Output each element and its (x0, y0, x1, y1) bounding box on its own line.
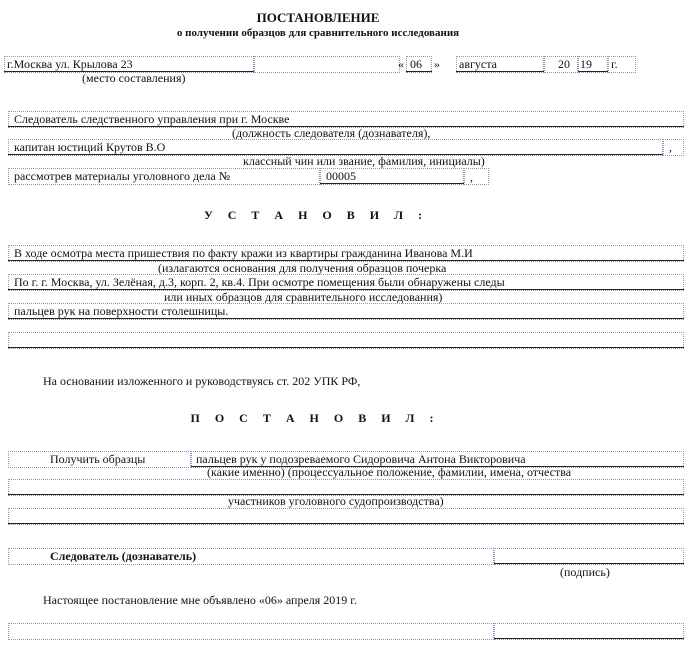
place-value: г.Москва ул. Крылова 23 (7, 57, 133, 71)
obtain-caption2: участников уголовного судопроизводства) (228, 494, 444, 508)
case-prefix: рассмотрев материалы уголовного дела № (14, 169, 231, 183)
basis-line4-underline (8, 332, 684, 348)
obtain-line2-underline (8, 479, 684, 495)
rank-caption: классный чин или звание, фамилия, инициалы) (243, 154, 485, 168)
date-year: 19 (580, 57, 592, 71)
announcement-text: Настоящее постановление мне объявлено «06» апреля 2019 г. (43, 593, 357, 607)
document-subtitle: о получении образцов для сравнительного исследования (176, 27, 460, 39)
acknowledgement-signature-underline (494, 623, 684, 639)
resolved-heading: П О С Т А Н О В И Л : (190, 411, 440, 425)
legal-basis-text: На основании изложенного и руководствуясь ст. 202 УПК РФ, (43, 374, 361, 388)
investigator-unit: Следователь следственного управления при г. Москве (14, 112, 290, 126)
signature-underline (494, 548, 684, 564)
date-suffix: г. (611, 57, 618, 71)
case-comma: , (470, 170, 473, 184)
signature-caption: (подпись) (560, 565, 610, 579)
place-filler (254, 56, 400, 73)
signer-label: Следователь (дознаватель) (50, 549, 197, 563)
date-close-quote: » (434, 57, 440, 71)
date-day: 06 (410, 57, 422, 71)
case-number: 00005 (326, 169, 356, 183)
obtain-value: пальцев рук у подозреваемого Сидоровича Антона Викторовича (196, 452, 526, 466)
basis-line3: пальцев рук на поверхности столешницы. (14, 304, 229, 318)
document-title: ПОСТАНОВЛЕНИЕ (256, 10, 380, 25)
investigator-rank-name: капитан юстиций Крутов В.О (14, 140, 166, 154)
basis-caption1: (излагаются основания для получения образцов почерка (158, 261, 447, 275)
date-month: августа (459, 57, 497, 71)
basis-caption2: или иных образцов для сравнительного исследования) (164, 290, 443, 304)
obtain-label: Получить образцы (50, 452, 146, 466)
obtain-line3-underline (8, 508, 684, 524)
rank-comma: , (669, 140, 672, 154)
acknowledgement-name-field[interactable] (8, 623, 494, 640)
place-caption: (место составления) (82, 71, 186, 85)
investigator-unit-caption: (должность следователя (дознавателя), (232, 126, 431, 140)
basis-line1: В ходе осмотра места пришествия по факту кражи из квартиры гражданина Иванова М.И (14, 246, 473, 260)
rank-comma-cell (663, 139, 684, 156)
established-heading: У С Т А Н О В И Л : (203, 208, 429, 222)
basis-line2: По г. г. Москва, ул. Зелёная, д.3, корп. 2, кв.4. При осмотре помещения были обнаружены следы (14, 275, 505, 289)
obtain-caption1: (какие именно) (процессуальное положение, фамилии, имена, отчества (207, 465, 572, 479)
case-comma-cell (464, 168, 489, 185)
date-century: 20 (558, 57, 570, 71)
date-open-quote: « (398, 57, 404, 71)
